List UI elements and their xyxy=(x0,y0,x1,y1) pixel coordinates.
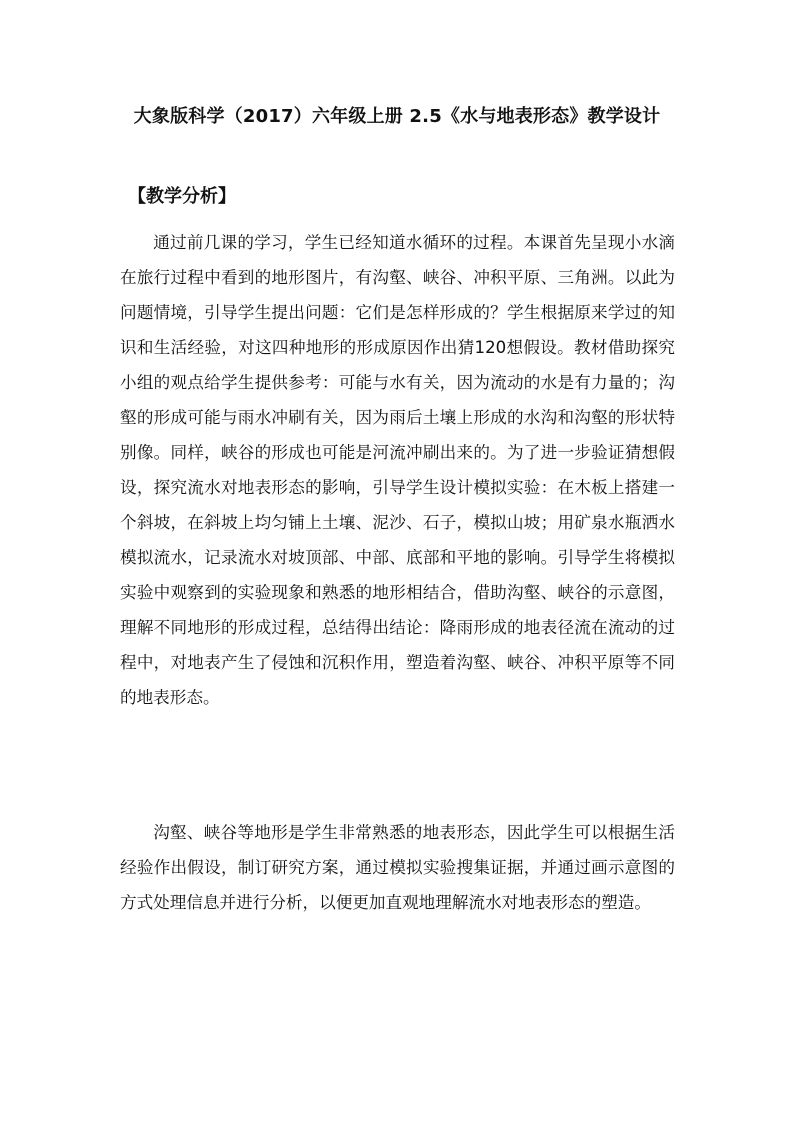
paragraph: 沟壑、峡谷等地形是学生非常熟悉的地表形态，因此学生可以根据生活经验作出假设，制订研究方案，通过模拟实验搜集证据，并通过画示意图的方式处理信息并进行分析，以便更加直观地理解流水对地表形态的塑造。 xyxy=(120,823,675,912)
section-heading-teaching-analysis: 【教学分析】 xyxy=(128,186,236,207)
paragraph: 通过前几课的学习，学生已经知道水循环的过程。本课首先呈现小水滴在旅行过程中看到的地形图片，有沟壑、峡谷、冲积平原、三角洲。以此为问题情境，引导学生提出问题：它们是怎样形成的？学生根据原来学过的知识和生活经验，对这四种地形的形成原因作出猜120想假设。教材借助探究小组的观点给学生提供参考：可能与水有关，因为流动的水是有力量的；沟壑的形成可能与雨水冲刷有关，因为雨后土壤上形成的水沟和沟壑的形状特别像。同样，峡谷的形成也可能是河流冲刷出来的。为了进一步验证猜想假设，探究流水对地表形态的影响，引导学生设计模拟实验：在木板上搭建一个斜坡，在斜坡上均匀铺上土壤、泥沙、石子，模拟山坡；用矿泉水瓶洒水模拟流水，记录流水对坡顶部、中部、底部和平地的影响。引导学生将模拟实验中观察到的实验现象和熟悉的地形相结合，借助沟壑、峡谷的示意图，理解不同地形的形成过程，总结得出结论：降雨形成的地表径流在流动的过程中，对地表产生了侵蚀和沉积作用，塑造着沟壑、峡谷、冲积平原等不同的地表形态。 xyxy=(120,233,675,707)
document-title: 大象版科学（2017）六年级上册 2.5《水与地表形态》教学设计 xyxy=(133,106,661,127)
